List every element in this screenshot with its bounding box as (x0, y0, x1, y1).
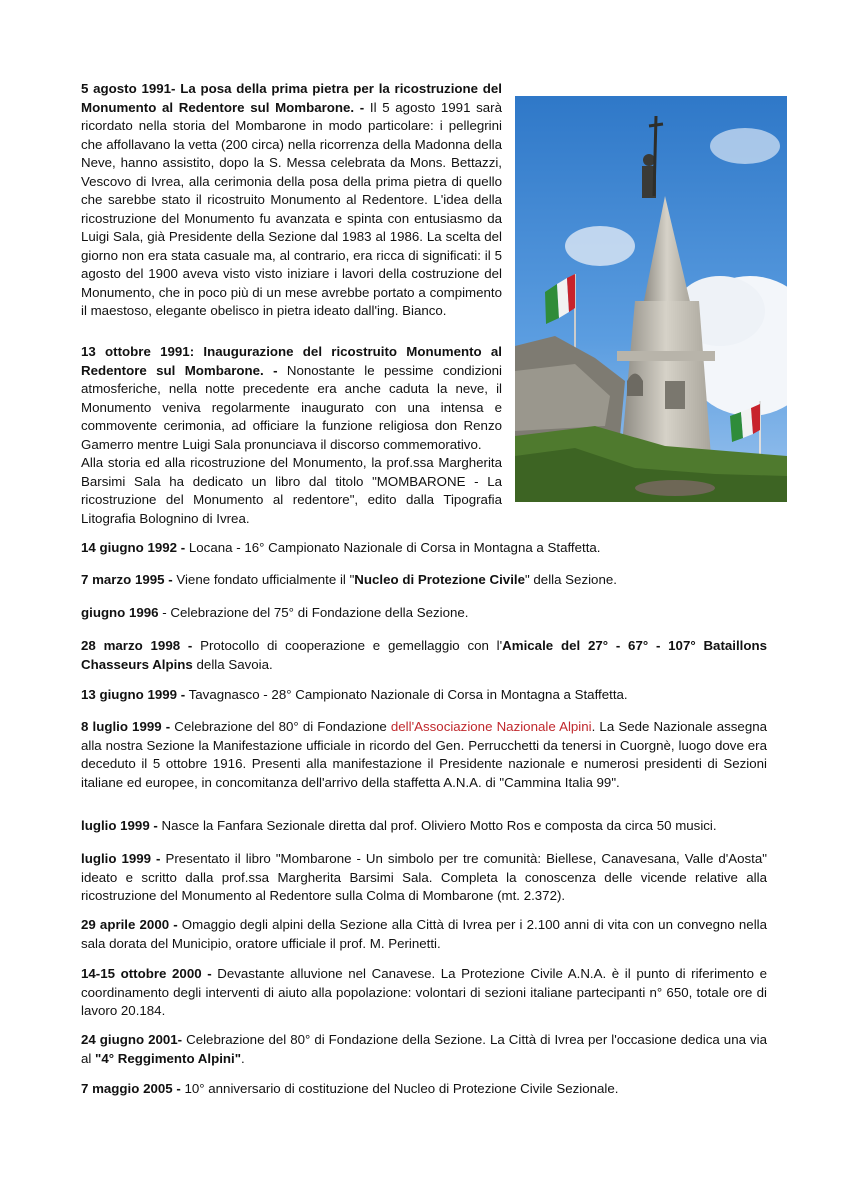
entry-1999-07-08 (81, 718, 767, 792)
entry-text: Omaggio degli alpini della Sezione alla Città di Ivrea per i 2.100 anni di vita con un convegno nella sala dorata del Municipio, oratore ufficiale il prof. M. Perinetti. (81, 917, 767, 951)
entry-text: Protocollo di cooperazione e gemellaggio con l' (192, 638, 503, 653)
entry-text: 10° anniversario di costituzione del Nucleo di Protezione Civile Sezionale. (180, 1081, 619, 1096)
entry-text: Celebrazione del 80° di Fondazione (170, 719, 391, 734)
entry-text-end: " della Sezione. (524, 572, 617, 587)
entry-text: Nonostante le pessime condizioni atmosferiche, nella notte precedente era anche caduta la neve, il Monumento veniva regolarmente inaugurato con una intensa e commovente cerimonia, ad officiare la funzione religiosa don Renzo Gamerro mentre Luigi Sala pronunciava il discorso commemorativo. (81, 362, 502, 452)
entry-date: 7 maggio 2005 - (81, 1081, 181, 1096)
entry-date: 14-15 ottobre 2000 - (81, 966, 212, 981)
entry-date: 8 luglio 1999 - (81, 719, 171, 734)
entry-date: 29 aprile 2000 - (81, 917, 178, 932)
entry-text: Il 5 agosto 1991 sarà ricordato nella storia del Mombarone in modo particolare: i pellegrini che affollavano la vetta (200 circa) nella ricorrenza della Madonna della Neve, hanno assistito, dopo la S. Messa celebrata da Mons. Bettazzi, Vescovo di Ivrea, alla cerimonia della posa della prima pietra di quello che sarebbe stato il ricostruito Monumento al Redentore. L'idea della ricostruzione del Monumento fu avanzata e spinta con entusiasmo da Luigi Sala, già Presidente della Sezione dal 1983 al 1986. La scelta del giorno non era stata casuale ma, al contrario, era ricca di significati: il 5 agosto del 1900 aveva visto visto iniziare i lavori della costruzione del Monumento, che in poco più di un mese avrebbe portato a compimento il maestoso, elegante obelisco in pietra ideato dall'ing. Bianco. (81, 99, 503, 318)
entry-date: 28 marzo 1998 - (81, 638, 193, 653)
entry-bold: Amicale del 27° - 67° - 107° Bataillons Chasseurs Alpins (81, 638, 767, 672)
entry-date: 14 giugno 1992 - (81, 540, 186, 555)
entry-date: giugno 1996 (81, 605, 159, 620)
entry-heading: Inaugurazione del ricostruito Monumento al Redentore sul Mombarone. - (81, 344, 502, 378)
entry-date: 13 ottobre 1991: (81, 344, 195, 359)
entry-date: luglio 1999 - (81, 851, 161, 866)
entry-text-end: . La Sede Nazionale assegna alla nostra Sezione la Manifestazione ufficiale in ricordo del Gen. Perrucchetti da tenersi in Cuorgnè, luogo dove era deceduto il 5 ottobre 1916. Presenti alla manifestazione il Presidente nazionale e numerosi presidenti di Sezioni italiane ed europee, in concomitanza dell'arrivo della staffetta A.N.A. di "Cammina Italia 99". (81, 719, 768, 790)
entry-1996-06 (81, 604, 767, 623)
entry-date: 7 marzo 1995 - (81, 572, 173, 587)
monument-photo (515, 96, 787, 502)
entry-bold: Nucleo di Protezione Civile (354, 572, 525, 587)
entry-red-text: dell'Associazione Nazionale Alpini (390, 719, 592, 734)
entry-1991-10-13 (81, 343, 502, 528)
entry-2005-05-07 (81, 1080, 767, 1099)
entry-text-end: . (241, 1050, 245, 1066)
entry-text: Locana - 16° Campionato Nazionale di Corsa in Montagna a Staffetta. (185, 540, 601, 555)
entry-text: Nasce la Fanfara Sezionale diretta dal prof. Oliviero Motto Ros e composta da circa 50 musici. (157, 818, 717, 833)
entry-text: Viene fondato ufficialmente il " (172, 572, 355, 587)
entry-1999-07-fanfara (81, 817, 767, 836)
entry-date: 24 giugno 2001- (81, 1032, 183, 1047)
entry-heading: La posa della prima pietra per la ricostruzione del Monumento al Redentore sul Mombarone. - (81, 81, 502, 115)
entry-bold: "4° Reggimento Alpini" (95, 1050, 242, 1066)
entry-date: 5 agosto 1991- (81, 81, 176, 96)
entry-1999-07-book (81, 850, 767, 906)
monument-illustration (515, 96, 787, 502)
entry-1998-03-28 (81, 637, 767, 674)
entry-text: Devastante alluvione nel Canavese. La Protezione Civile A.N.A. è il punto di riferimento e coordinamento degli interventi di aiuto alla popolazione: volontari di sezioni italiane partecipanti n° 650, totale ore di lavoro 20.184. (81, 966, 767, 1018)
entry-1999-06-13 (81, 686, 767, 705)
entry-1991-08-05 (81, 80, 502, 321)
entry-text: Celebrazione del 80° di Fondazione della Sezione. La Città di Ivrea per l'occasione dedica una via al (81, 1032, 767, 1066)
entry-1995-03-07 (81, 571, 767, 590)
entry-text: Presentato il libro "Mombarone - Un simbolo per tre comunità: Biellese, Canavesana, Valle d'Aosta" ideato e scritto dalla prof.ssa Margherita Barsimi Sala. Completa la conoscenza delle vicende relative alla ricostruzione del Monumento al Redentore sulla Colma di Mombarone (mt. 2.372). (81, 851, 767, 903)
entry-2000-10-14 (81, 965, 767, 1021)
entry-text: Tavagnasco - 28° Campionato Nazionale di Corsa in Montagna a Staffetta. (185, 687, 628, 702)
entry-date: 13 giugno 1999 - (81, 687, 186, 702)
entry-text-end: della Savoia. (192, 656, 273, 672)
entry-2000-04-29 (81, 916, 767, 953)
entry-2001-06-24 (81, 1031, 767, 1068)
entry-text: - Celebrazione del 75° di Fondazione della Sezione. (158, 605, 469, 620)
entry-book-text: Alla storia ed alla ricostruzione del Monumento, la prof.ssa Margherita Barsimi Sala ha dedicato un libro dal titolo "MOMBARONE - La ricostruzione del Monumento al redentore", edito dalla Tipografia Litografia Bolognino di Ivrea. (81, 455, 502, 526)
entry-1992-06-14 (81, 539, 767, 558)
entry-date: luglio 1999 - (81, 818, 158, 833)
